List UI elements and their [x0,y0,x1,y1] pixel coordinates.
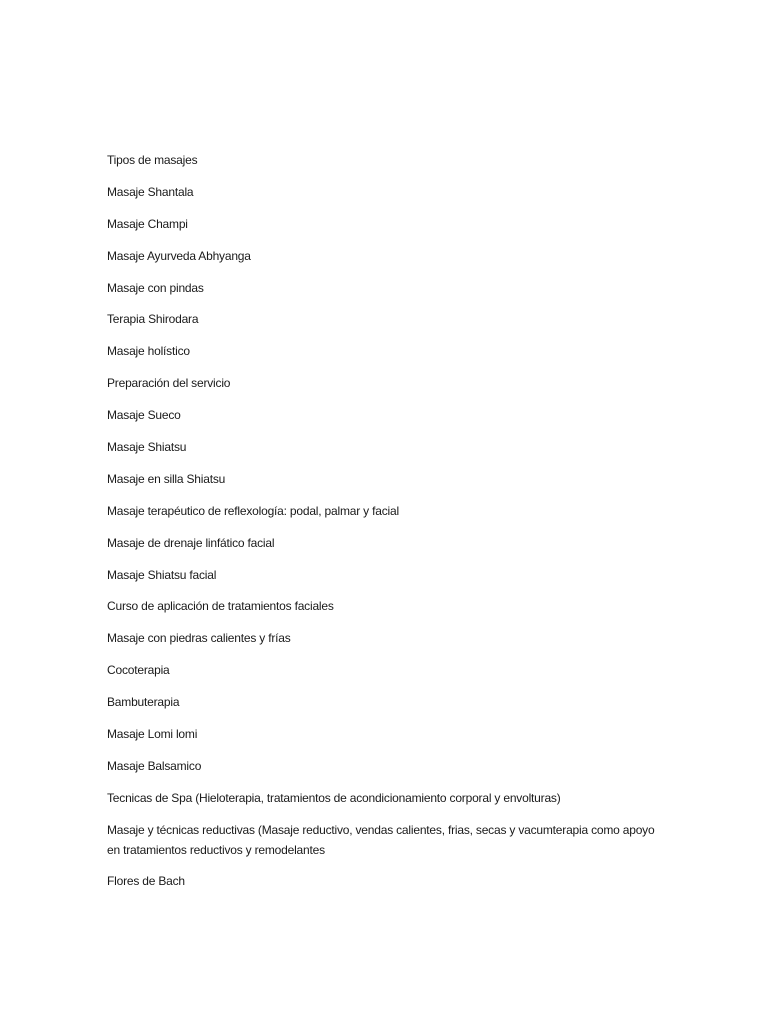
list-item: Tecnicas de Spa (Hieloterapia, tratamientos de acondicionamiento corporal y envolturas) [107,790,561,805]
list-item: Masaje holístico [107,344,190,359]
list-item: Masaje terapéutico de reflexología: podal, palmar y facial [107,503,399,518]
list-item: Masaje Shiatsu facial [107,567,217,582]
list-item: Masaje y técnicas reductivas (Masaje reductivo, vendas calientes, frias, secas y vacumterapia como apoyo en tratamientos reductivos y remodelantes [107,822,655,857]
list-item: Masaje Shantala [107,184,194,199]
list-item: Masaje con pindas [107,280,204,295]
list-item: Terapia Shirodara [107,312,199,327]
list-item: Curso de aplicación de tratamientos faciales [107,599,334,614]
list-item: Cocoterapia [107,663,170,678]
list-item: Masaje Champi [107,216,188,231]
list-item: Masaje con piedras calientes y frías [107,631,291,646]
document-title: Tipos de masajes [107,153,198,167]
list-item: Flores de Bach [107,873,185,888]
list-item: Masaje Ayurveda Abhyanga [107,248,251,263]
list-item: Masaje de drenaje linfático facial [107,535,275,550]
list-item: Masaje Lomi lomi [107,727,198,742]
list-item: Preparación del servicio [107,376,231,391]
list-item: Masaje Shiatsu [107,440,187,455]
list-item: Masaje en silla Shiatsu [107,471,226,486]
list-item: Masaje Sueco [107,408,181,423]
list-item: Bambuterapia [107,695,180,710]
document-body [107,152,667,905]
list-item: Masaje Balsamico [107,758,202,773]
